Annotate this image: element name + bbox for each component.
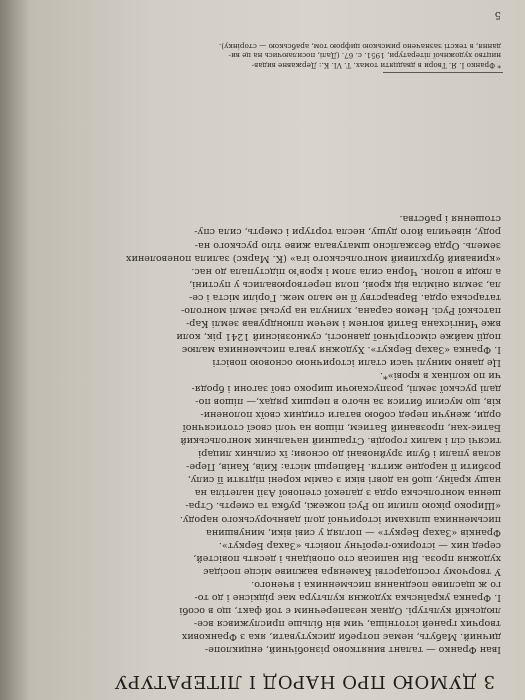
footnote-rule [383, 72, 503, 73]
body-line: нашу країну, щоб на довгі віки з самім корені підтяти її силу, [187, 474, 501, 486]
body-line: вже Чингісхана Батий вогнем і мечем плюндрував землі Кар- [185, 317, 501, 329]
body-line: ків, що мусили битися за нього в перших рядах,— пішов по- [195, 396, 501, 408]
page-number: 5 [494, 9, 501, 20]
body-line: «Широко рікою плили по Русі пожежі, рубка та смерть. Стра- [185, 500, 501, 512]
body-line: серед них — історико-героїчну повість «Захар Беркут». [218, 539, 501, 551]
body-line: Це давно минулі часи стали історичною основою повісті [212, 356, 501, 368]
body-line: роду, нівечила його душу, несла тортури і смерть, сила спу- [194, 226, 501, 238]
body-line: художня проза. Він написав сто оповідань і десять повістей, [193, 552, 501, 564]
body-line: І. Франка «Захар Беркут». Художня увага письменника малює [181, 343, 501, 355]
body-line: ла, земля оніміла від крові, поля перетворювались у пустині, [189, 278, 501, 290]
body-line: У творчому господарстві Каменяра важливе місце посідає [203, 565, 501, 577]
body-line: творчих граней істотніша, чим він більше прислужився все- [193, 617, 501, 629]
running-head: 3 ДУМОЮ ПРО НАРОД І ЛІТЕРАТУРУ [113, 671, 495, 692]
body-line: татарська орда. Варварству її не мало меж. Горіли міста і се- [189, 291, 501, 303]
body-line: го ж щасливе поєднання письменника і вченого. [251, 578, 501, 590]
body-line: шенна монгольська орда з далекої степової Азії налетіла на [194, 487, 501, 499]
body-line: чи по колінах в крові»*. [379, 370, 501, 382]
body-line: дичний. Мабуть, немає потреби дискутувати, яка з Франкових [181, 630, 501, 642]
body-line: Іван Франко — талант винятково різнобічний, енциклопе- [204, 644, 501, 655]
footnote-line: ництво художньої літератури, 1951. с. 67. (Далі, посилаючись на це ви- [228, 51, 501, 61]
footnote [65, 41, 501, 70]
body-line: І. Франка українська художня культура має рідкісне і до то- [194, 591, 501, 603]
body-line: розбити її народне життя. Найперші міста: Київ, Канів, Пере- [186, 461, 501, 473]
body-line: орди, женучи перед собою ватаги стидних своїх полонени- [200, 409, 501, 421]
body-line: земель. Орда безжалісно шматувала живе тіло руського на- [194, 239, 501, 251]
body-line: «кривавий бурхливий монгольського іга» (К. Маркс) залила поневолених [126, 252, 501, 264]
body-text [67, 212, 501, 656]
footnote-line: дання, в тексті зазначено римською цифрою том, арабською — сторінку). [219, 41, 501, 51]
body-line: далі руської землі, розпускаючи широко свої загони і бродя- [191, 383, 501, 395]
body-line: яслав упали і були зруйновані до основи; їх сильних лицарі [198, 448, 501, 460]
body-line: тисячі сіл і малих городів. Страшний начальник монгольський [180, 435, 501, 447]
body-line: Батиє-хан, прозваний Батиєм, пішов на чолі своєї стотисячної [182, 422, 501, 434]
body-line: письменника шляхами історичної долі давньоруського народу. [179, 513, 501, 525]
body-line: події майже сімсотрічної давності, сумнозвісний 1241 рік, коли [176, 330, 501, 342]
body-line: патської Русі. Немов сарана, хлинула на руські землі монголо- [180, 304, 501, 316]
body-line: стошення і рабства. [399, 213, 501, 225]
body-line: людській культурі. Однак незаперечним є той факт, що в особі [179, 604, 501, 616]
body-line: Франків «Захар Беркут» — погляд у сиві віки, минувшина [206, 526, 501, 538]
body-line: а люди в полон. Чорна сила злом і кров'ю підступала до нас. [191, 265, 501, 277]
footnote-line: * Франко І. Я. Твори в двадцяти томах. Т. VI. К.: Державне видав- [251, 61, 501, 70]
